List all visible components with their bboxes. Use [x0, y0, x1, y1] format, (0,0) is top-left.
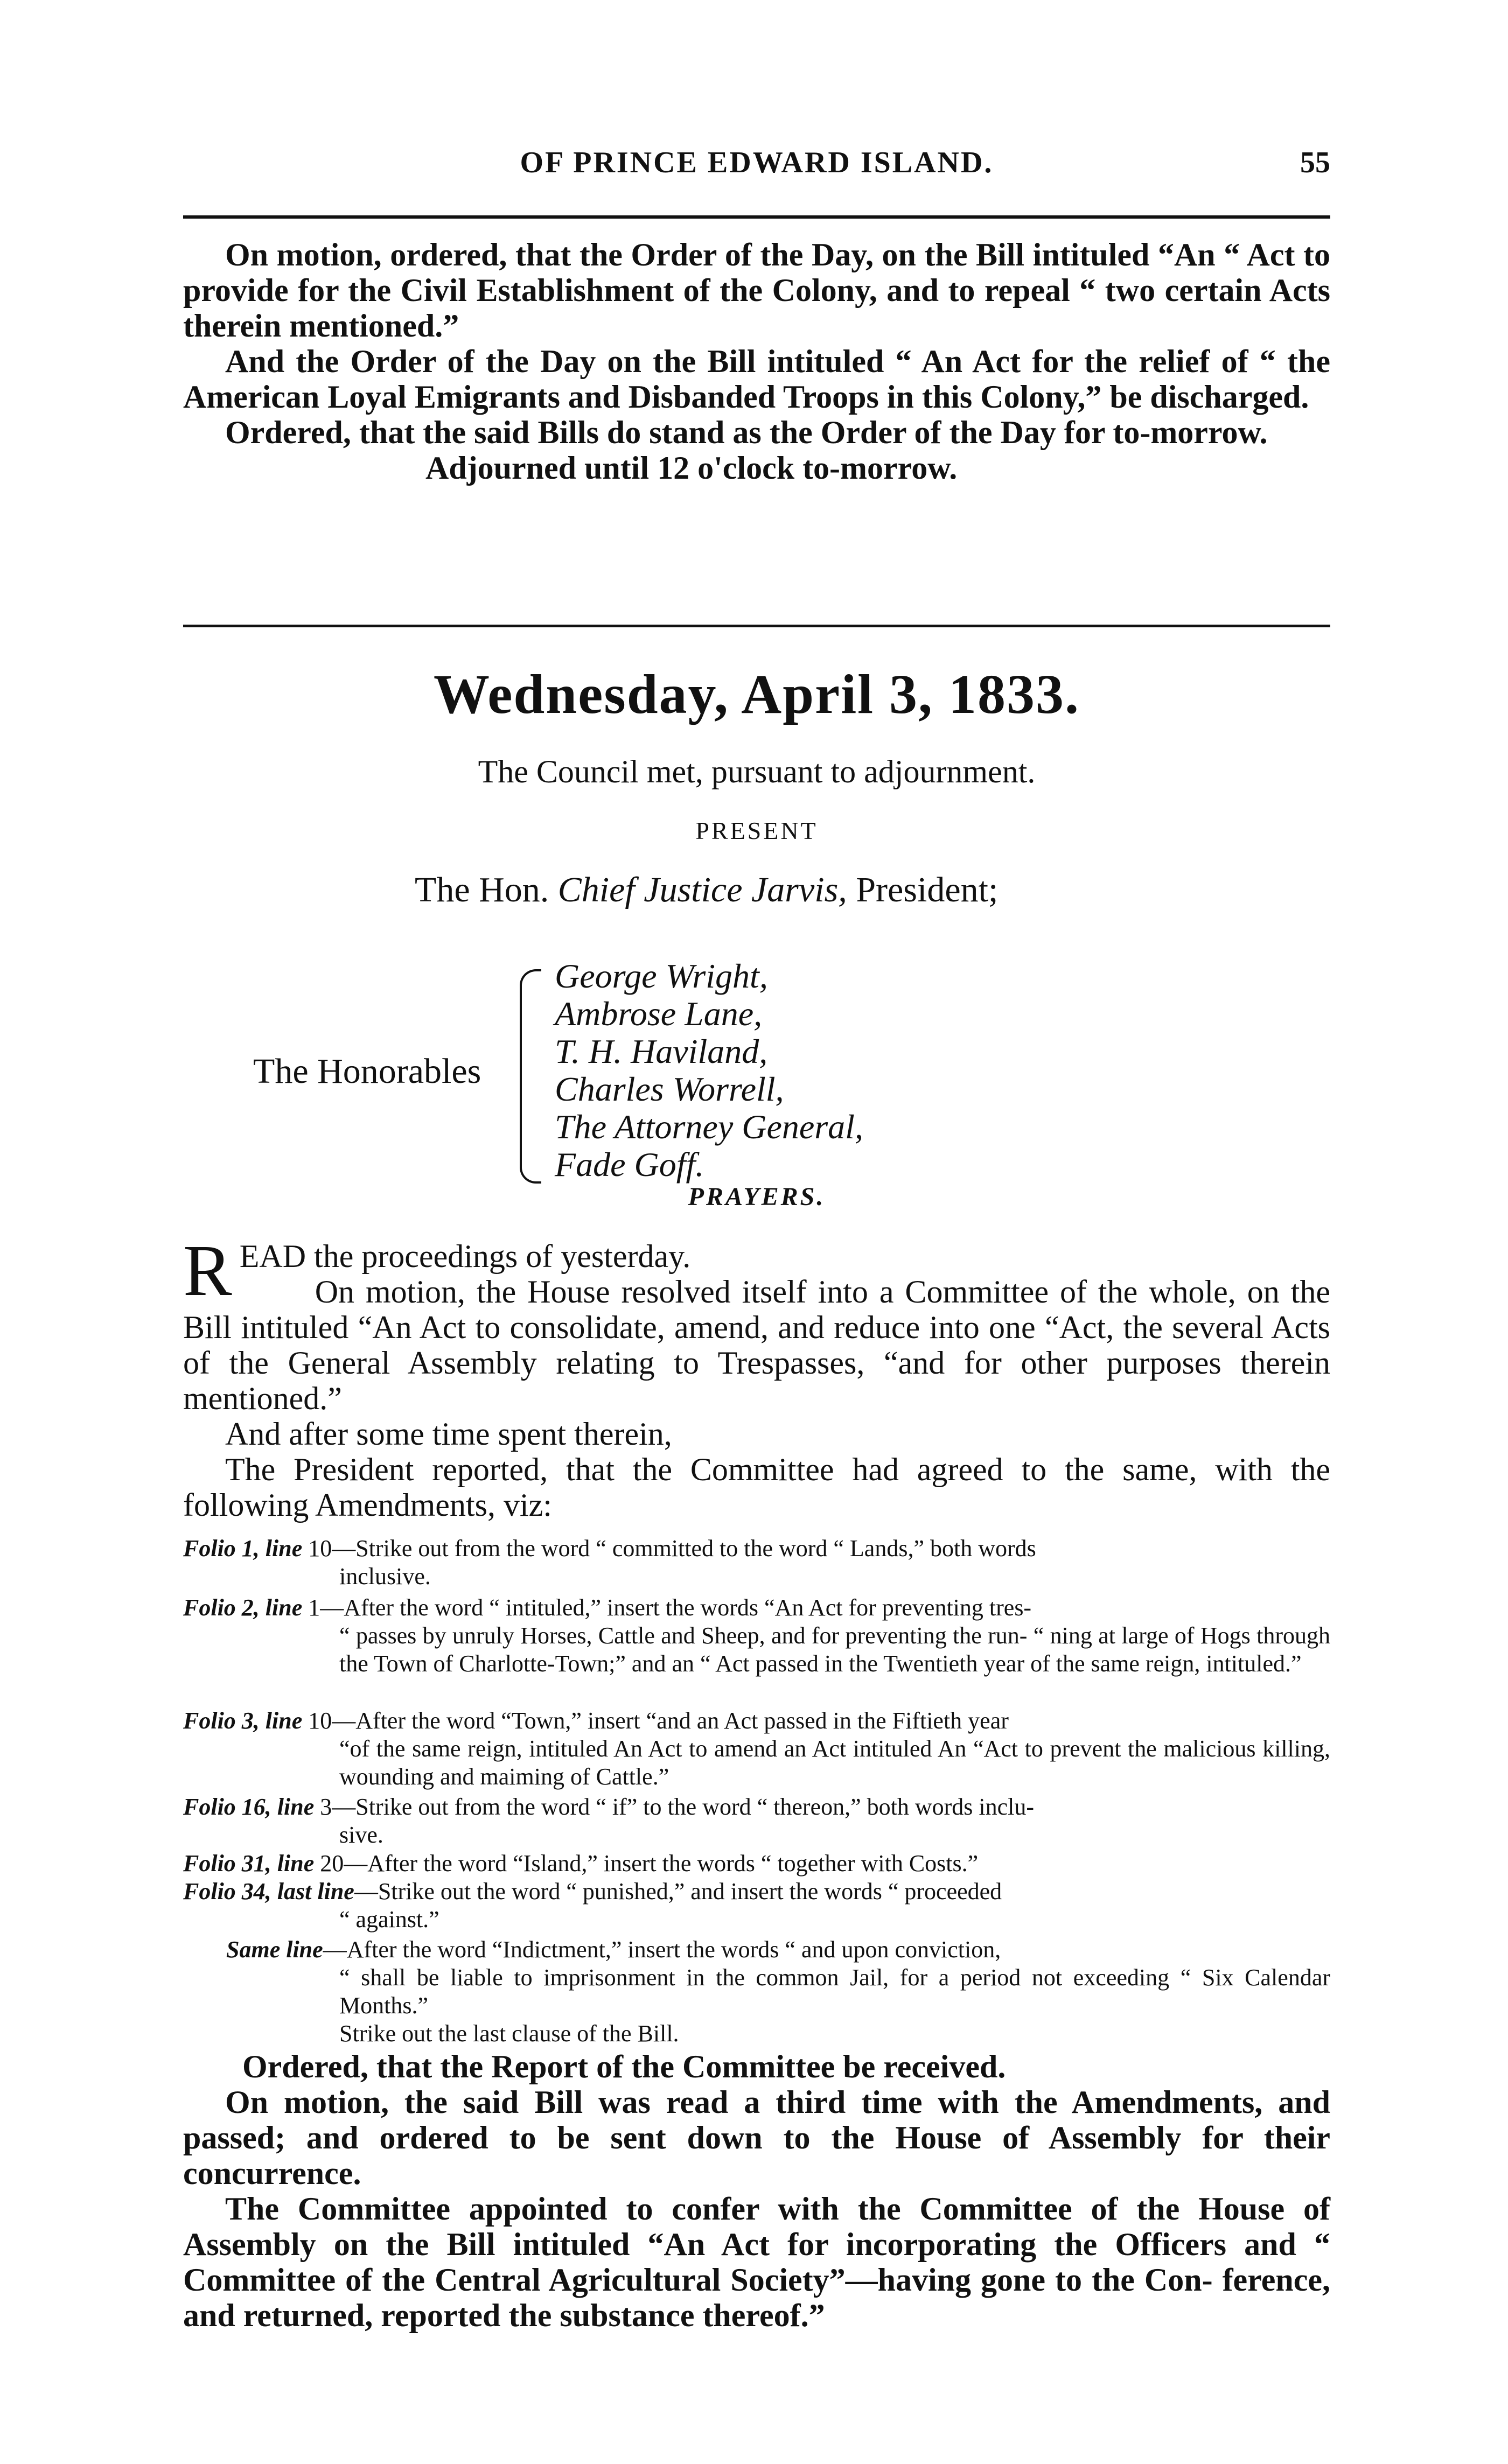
- adjourned-line: Adjourned until 12 o'clock to-morrow.: [425, 450, 958, 486]
- same-line-text: —After the word “Indictment,” insert the words “ and upon conviction,: [323, 1936, 1001, 1963]
- amendment-continuation: “ against.”: [339, 1906, 439, 1933]
- honorables-names: [555, 958, 863, 1185]
- strike-last-clause: Strike out the last clause of the Bill.: [339, 2020, 679, 2047]
- honorables-label: The Honorables: [253, 1052, 481, 1091]
- third-reading: On motion, the said Bill was read a third time with the Amendments, and passed; and ordered to be sent down to the House of Assembly for their concurrence.: [183, 2084, 1330, 2191]
- amendment-lead: Folio 2, line: [183, 1594, 303, 1621]
- after-time: And after some time spent therein,: [225, 1416, 672, 1452]
- amendment-text: 1—After the word “ intituled,” insert the words “An Act for preventing tres-: [302, 1594, 1032, 1621]
- president-line: [183, 872, 1508, 908]
- paragraph-order-of-day: On motion, ordered, that the Order of the Day, on the Bill intituled “An “ Act to provide for the Civil Establishment of the Colony, and to repeal “ two certain Acts therein mentioned.”: [183, 237, 1330, 344]
- amendment-item: [183, 1707, 1330, 1791]
- member-name: Charles Worrell,: [555, 1070, 784, 1108]
- prayers-heading: PRAYERS.: [688, 1182, 826, 1211]
- paragraph-discharge: And the Order of the Day on the Bill intituled “ An Act for the relief of “ the American Loyal Emigrants and Disbanded Troops in this Colony,” be discharged.: [183, 344, 1330, 415]
- drop-cap: R: [183, 1230, 232, 1311]
- read-proceedings: [183, 1230, 1330, 1311]
- amendment-lead: Folio 3, line: [183, 1707, 303, 1734]
- read-proceedings-text: EAD the proceedings of yesterday.: [239, 1238, 691, 1274]
- amendment-lead: Folio 34, last line: [183, 1878, 354, 1905]
- amendment-item: [183, 1878, 1330, 1934]
- page-number: 55: [1300, 146, 1330, 179]
- header-rule: [183, 215, 1330, 219]
- amendment-continuation: inclusive.: [339, 1563, 431, 1590]
- header-title: OF PRINCE EDWARD ISLAND.: [520, 146, 994, 179]
- same-line-lead: Same line: [226, 1936, 323, 1963]
- amendment-item: [183, 1850, 1330, 1878]
- amendment-text: 10—Strike out from the word “ committed to the word “ Lands,” both words: [302, 1535, 1036, 1562]
- same-line-continuation: “ shall be liable to imprisonment in the common Jail, for a period not exceeding “ Six Calendar Months.”: [339, 1964, 1330, 2019]
- present-label: PRESENT: [695, 817, 818, 844]
- president-prefix: The Hon.: [415, 870, 549, 909]
- amendment-text: 10—After the word “Town,” insert “and an Act passed in the Fiftieth year: [302, 1707, 1009, 1734]
- member-name: The Attorney General,: [555, 1108, 863, 1146]
- committee-motion: On motion, the House resolved itself into a Committee of the whole, on the Bill intituled “An Act to consolidate, amend, and reduce into one “Act, the several Acts of the General Assembly relating to Trespasses, “and for other purposes therein mentioned.”: [183, 1274, 1330, 1416]
- same-line-amendment: [226, 1936, 1330, 2048]
- brace-icon: [520, 969, 541, 1184]
- member-name: Ambrose Lane,: [555, 995, 763, 1033]
- amendment-text: 20—After the word “Island,” insert the words “ together with Costs.”: [314, 1850, 979, 1877]
- honorables-list: [183, 958, 1330, 1185]
- opening-section: [183, 237, 1330, 486]
- president-name: Chief Justice Jarvis,: [557, 870, 847, 909]
- amendment-item: [183, 1793, 1330, 1849]
- amendment-item: [183, 1535, 1330, 1591]
- conference-report: The Committee appointed to confer with the Committee of the House of Assembly on the Bill intituled “An Act for incorporating the Officers and “ Committee of the Central Agricultural Society”—having gone to the Con- ference, and returned, reported the substance thereof.”: [183, 2191, 1330, 2333]
- amendment-lead: Folio 1, line: [183, 1535, 303, 1562]
- paragraph-ordered-bills: Ordered, that the said Bills do stand as the Order of the Day for to-morrow.: [225, 415, 1268, 450]
- member-name: George Wright,: [555, 957, 768, 995]
- council-met: The Council met, pursuant to adjournment.: [478, 754, 1036, 789]
- proceedings-section: [183, 1230, 1330, 1523]
- amendment-item: [183, 1594, 1330, 1678]
- day-date: April 3, 1833.: [741, 663, 1080, 725]
- day-heading: [183, 662, 1330, 726]
- president-role: President;: [856, 870, 999, 909]
- section-rule: [183, 625, 1330, 627]
- president-reported: The President reported, that the Committee had agreed to the same, with the following Amendments, viz:: [183, 1452, 1330, 1523]
- ordered-report: Ordered, that the Report of the Committee be received.: [242, 2049, 1006, 2084]
- amendment-lead: Folio 16, line: [183, 1794, 315, 1820]
- running-header: [183, 145, 1330, 199]
- amendment-continuation: “ passes by unruly Horses, Cattle and Sheep, and for preventing the run- “ ning at large of Hogs through the Town of Charlotte-Town;” and an “ Act passed in the Twentieth year of the same reign, intituled.”: [339, 1622, 1330, 1677]
- amendment-lead: Folio 31, line: [183, 1850, 315, 1877]
- amendment-text: 3—Strike out from the word “ if” to the word “ thereon,” both words inclu-: [314, 1794, 1035, 1820]
- amendment-continuation: “of the same reign, intituled An Act to amend an Act intituled An “Act to prevent the malicious killing, wounding and maiming of Cattle.”: [339, 1735, 1330, 1790]
- day-weekday: Wednesday,: [433, 663, 729, 725]
- member-name: T. H. Haviland,: [555, 1032, 768, 1070]
- closing-section: [183, 2049, 1330, 2333]
- member-name: Fade Goff.: [555, 1145, 704, 1184]
- amendment-text: —Strike out the word “ punished,” and insert the words “ proceeded: [354, 1878, 1002, 1905]
- amendment-continuation: sive.: [339, 1822, 383, 1848]
